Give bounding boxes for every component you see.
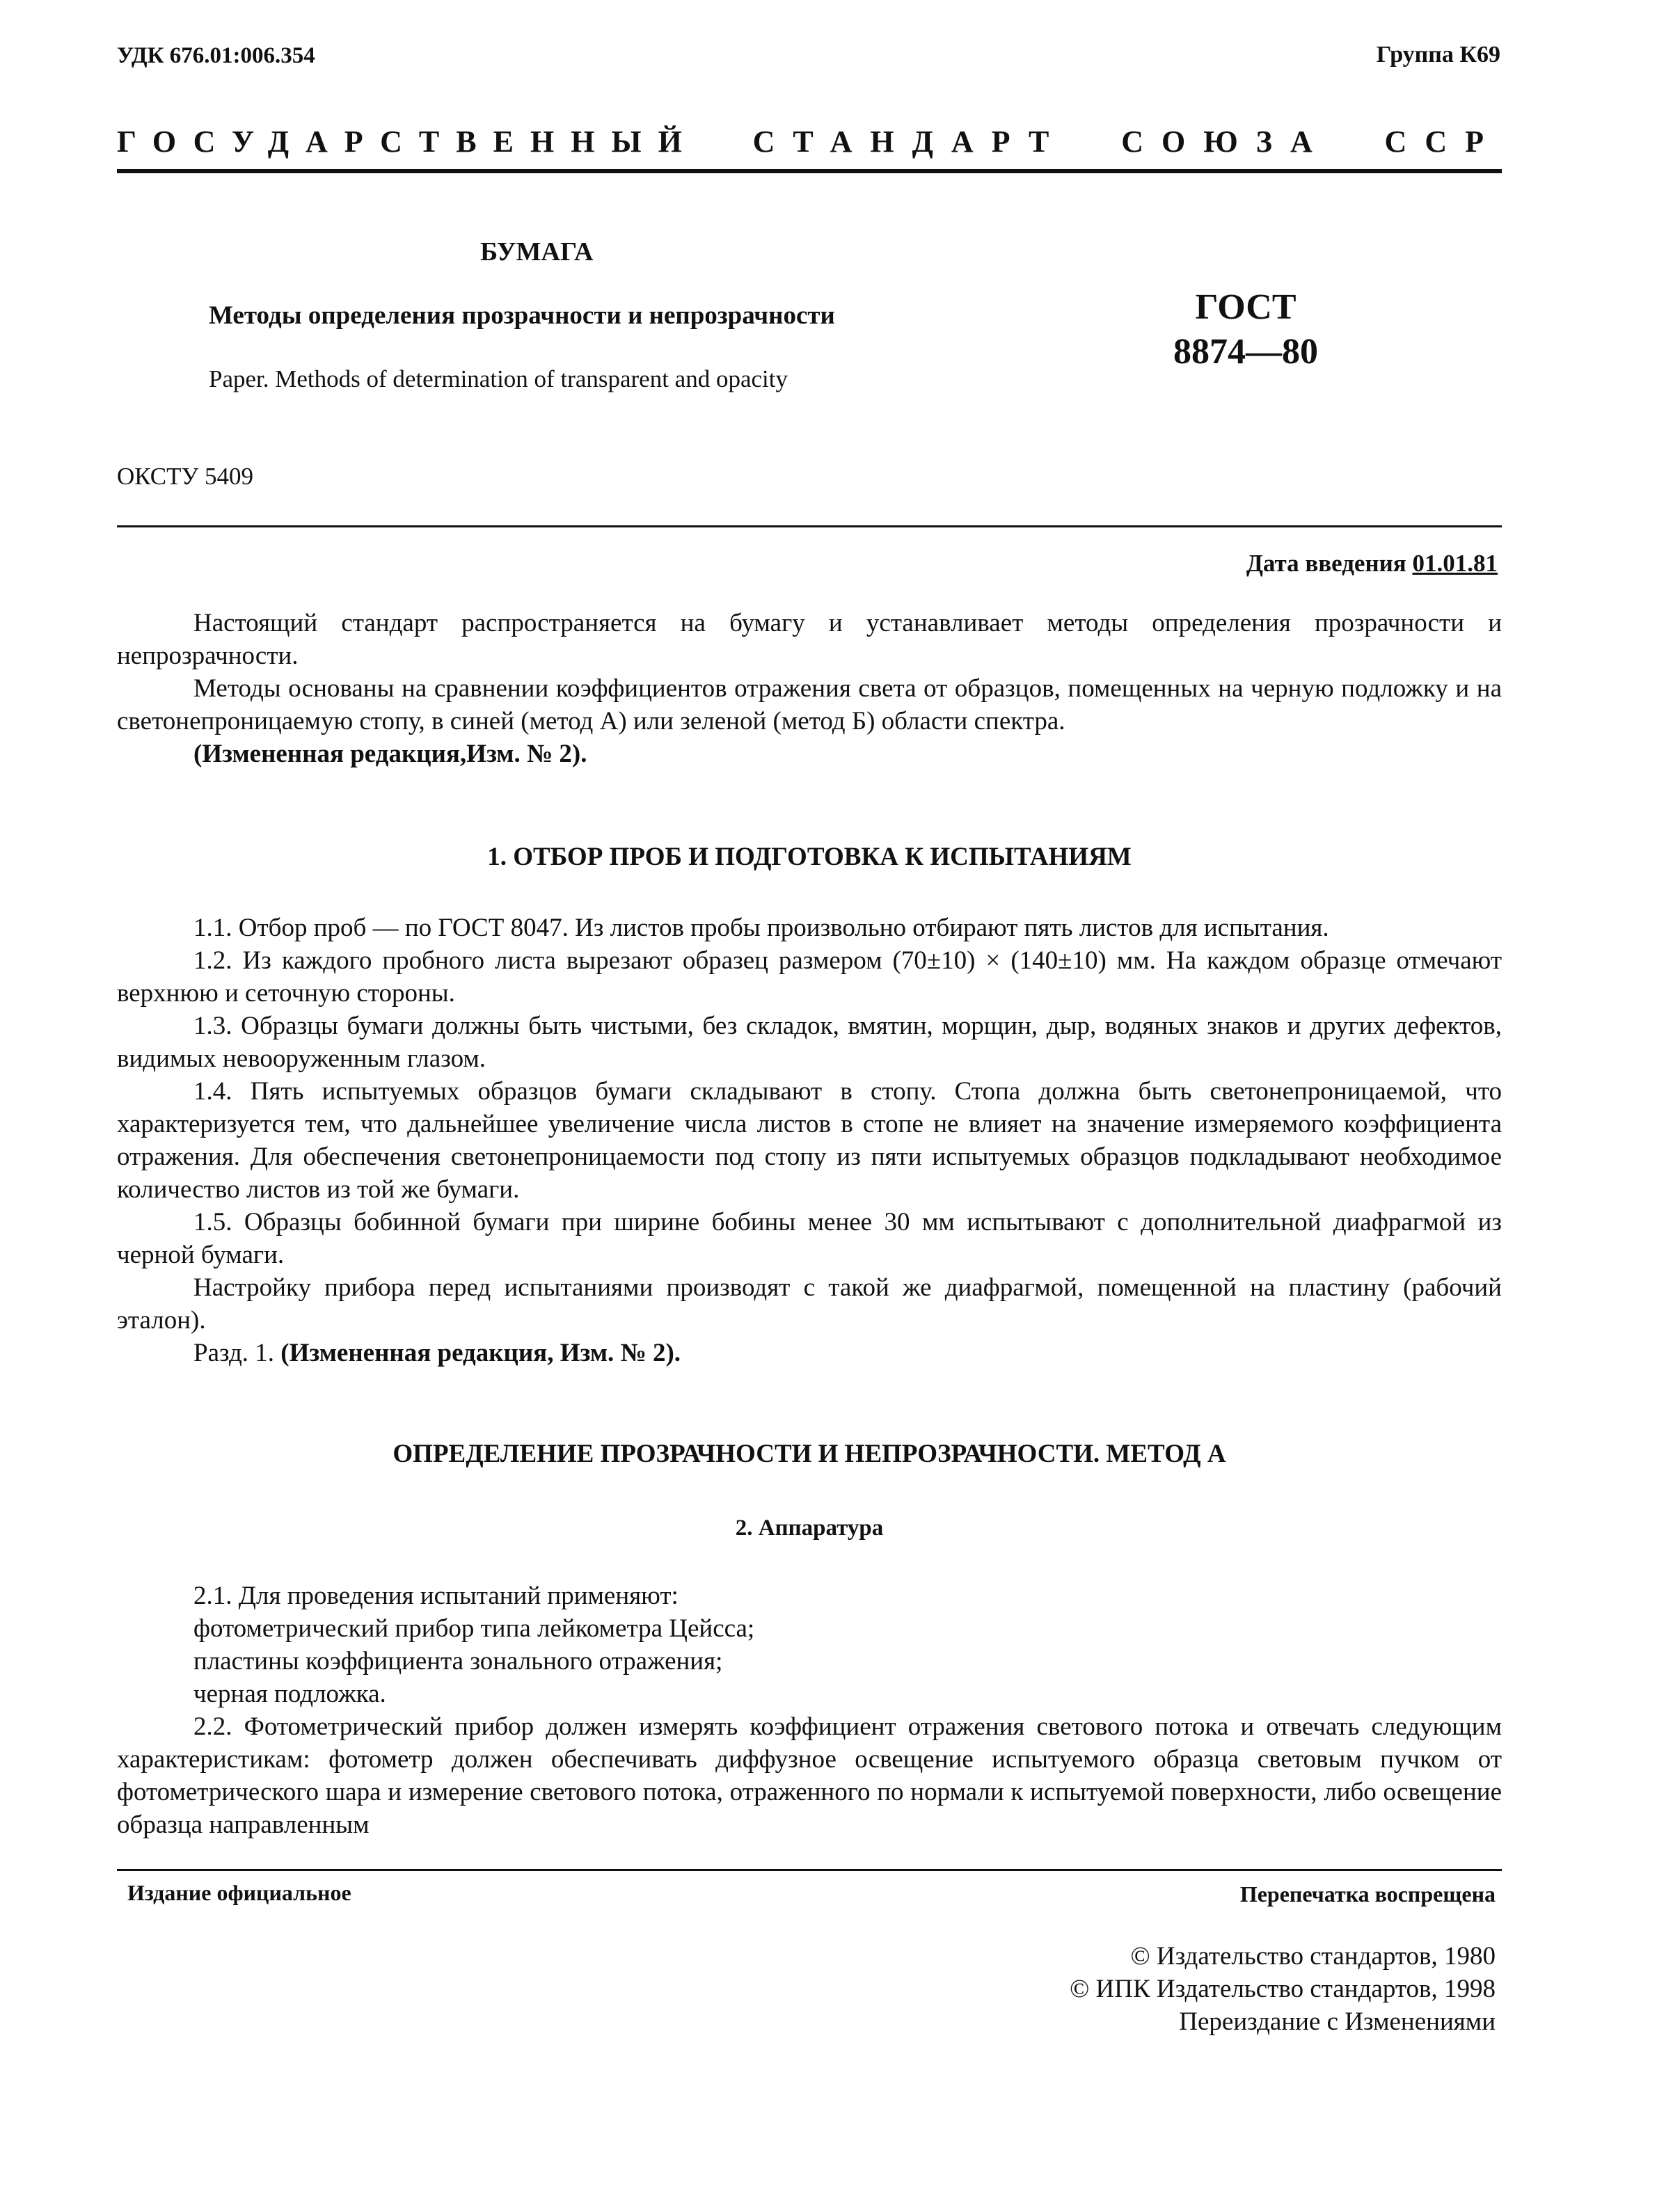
- intro-paragraph-2: Методы основаны на сравнении коэффициентов отражения света от образцов, помещенных на черную подложку и на светонепроницаемую стопу, в синей (метод А) или зеленой (метод Б) области спектра.: [117, 674, 1502, 735]
- clause-1-4: 1.4. Пять испытуемых образцов бумаги складывают в стопу. Стопа должна быть светонепроницаемой, что характеризуется тем, что дальнейшее увеличение числа листов в стопе не влияет на значение измеряемого коэффициента отражения. Для обеспечения светонепроницаемости под стопу из пяти испытуемых образцов подкладывают необходимое количество листов из той же бумаги.: [117, 1077, 1502, 1204]
- gost-number: 8874—80: [1173, 332, 1318, 372]
- apparatus-item-2: пластины коэффициента зонального отражения;: [193, 1647, 723, 1676]
- section-1-amendment: [117, 1337, 1502, 1369]
- copyright-block: [1070, 1940, 1496, 2038]
- document-subtitle-english: Paper. Methods of determination of transparent and opacity: [209, 365, 788, 392]
- clause-1-3: 1.3. Образцы бумаги должны быть чистыми, без складок, вмятин, морщин, дыр, водяных знаков и других дефектов, видимых невооруженным глазом.: [117, 1012, 1502, 1073]
- intro-block: [117, 607, 1502, 770]
- document-title: БУМАГА: [480, 237, 594, 266]
- header-divider: [117, 169, 1502, 173]
- clause-1-2: 1.2. Из каждого пробного листа вырезают образец размером (70±10) × (140±10) мм. На каждом образце отмечают верхнюю и сеточную стороны.: [117, 946, 1502, 1008]
- title-divider: [117, 525, 1502, 527]
- section-1-block: [117, 912, 1502, 1369]
- razd-note: (Измененная редакция, Изм. № 2).: [280, 1339, 681, 1367]
- udk-code: УДК 676.01:006.354: [117, 43, 315, 68]
- document-subtitle: Методы определения прозрачности и непрозрачности: [209, 301, 835, 330]
- intro-amendment-note: (Измененная редакция,Изм. № 2).: [193, 740, 587, 768]
- clause-1-5: 1.5. Образцы бобинной бумаги при ширине бобины менее 30 мм испытывают с дополнительной диафрагмой из черной бумаги.: [117, 1208, 1502, 1269]
- introduction-date: [1246, 550, 1498, 578]
- copyright-1998: © ИПК Издательство стандартов, 1998: [1070, 1975, 1496, 2003]
- state-word-1: ГОСУДАРСТВЕННЫЙ: [117, 125, 699, 159]
- date-value: 01.01.81: [1412, 550, 1498, 577]
- gost-designation: [1100, 285, 1392, 374]
- apparatus-item-3: черная подложка.: [193, 1680, 386, 1708]
- copyright-1980: © Издательство стандартов, 1980: [1130, 1942, 1496, 1971]
- clause-2-1: 2.1. Для проведения испытаний применяют:: [193, 1582, 679, 1610]
- state-word-2: СТАНДАРТ: [752, 125, 1068, 159]
- section-1-title: 1. ОТБОР ПРОБ И ПОДГОТОВКА К ИСПЫТАНИЯМ: [487, 843, 1132, 871]
- reissue-note: Переиздание с Изменениями: [1179, 2007, 1496, 2036]
- official-edition-note: Издание официальное: [127, 1880, 351, 1905]
- apparatus-subtitle: 2. Аппаратура: [735, 1515, 884, 1541]
- method-a-block: [117, 1580, 1502, 1841]
- clause-1-1: 1.1. Отбор проб — по ГОСТ 8047. Из листов пробы произвольно отбирают пять листов для испытания.: [193, 914, 1329, 942]
- group-code: Группа К69: [1376, 42, 1500, 67]
- state-standard-banner: [117, 124, 1502, 159]
- gost-label: ГОСТ: [1195, 287, 1297, 327]
- clause-1-5-setup: Настройку прибора перед испытаниями производят с такой же диафрагмой, помещенной на пластину (рабочий эталон).: [117, 1273, 1502, 1335]
- state-word-4: ССР: [1384, 125, 1502, 159]
- method-a-title: ОПРЕДЕЛЕНИЕ ПРОЗРАЧНОСТИ И НЕПРОЗРАЧНОСТИ. МЕТОД А: [393, 1440, 1226, 1468]
- razd-prefix: Разд. 1.: [193, 1339, 275, 1367]
- intro-paragraph-1: Настоящий стандарт распространяется на бумагу и устанавливает методы определения прозрачности и непрозрачности.: [117, 609, 1502, 670]
- footer-divider: [117, 1869, 1502, 1871]
- okstu-code: ОКСТУ 5409: [117, 463, 254, 490]
- clause-2-2: 2.2. Фотометрический прибор должен измерять коэффициент отражения светового потока и отвечать следующим характеристикам: фотометр должен обеспечивать диффузное освещение испытуемого образца световым пучком от фотометрического шара и измерение светового потока, отраженного по нормали к испытуемой поверхности, либо освещение образца направленным: [117, 1712, 1502, 1839]
- date-label: Дата введения: [1246, 550, 1406, 577]
- reprint-prohibited-note: Перепечатка воспрещена: [1239, 1881, 1496, 1907]
- apparatus-item-1: фотометрический прибор типа лейкометра Цейсса;: [193, 1614, 755, 1643]
- state-word-3: СОЮЗА: [1121, 125, 1331, 159]
